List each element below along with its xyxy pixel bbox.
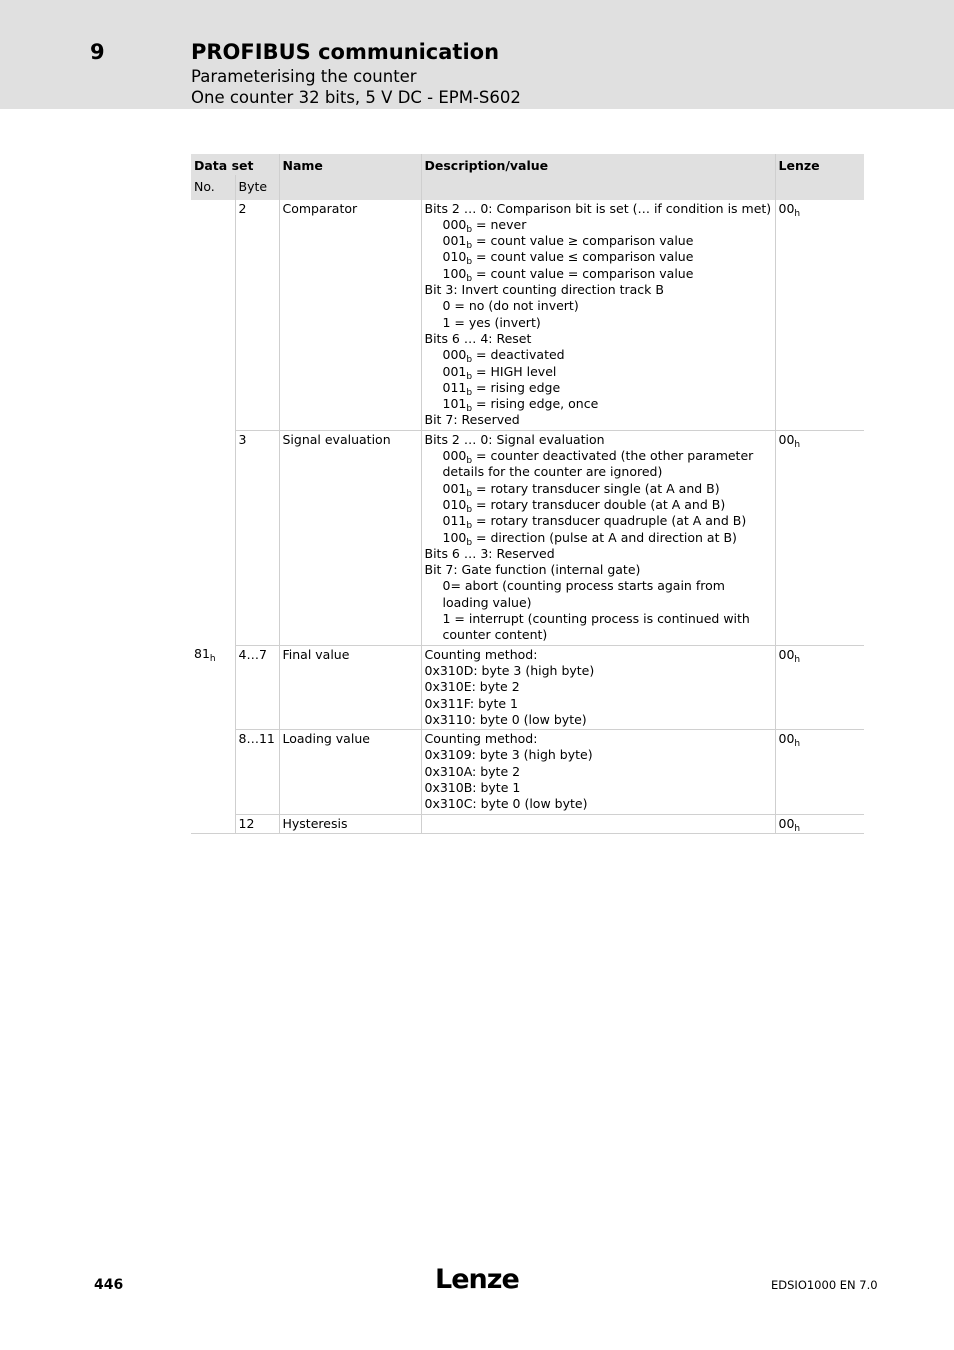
parameter-table [191,154,864,834]
chapter-number: 9 [90,40,105,64]
cell-no [191,730,235,814]
description-line: 0x310A: byte 2 [424,763,521,779]
cell-byte: 4…7 [235,645,279,729]
table-row [191,200,864,431]
cell-lenze-default: $00_h$ [775,645,864,729]
description-line: $010_b$ = count value ≤ comparison value [442,249,694,268]
description-line: $101_b = rising$ edge, once [442,396,599,415]
col-header-name: Name [279,154,421,200]
description-line: Counting method: [424,731,538,747]
description-line: 0x310C: byte 0 (low byte) [424,796,588,812]
cell-no [191,430,235,645]
description-line: $000_b$ = deactivated [442,347,565,366]
cell-lenze-default: $00_h$ [775,430,864,645]
lenze-logo: Lenze [435,1264,519,1295]
description-line: Bits 2 … 0: Comparison bit is set (… if condition is met) [424,200,772,216]
col-header-byte: Byte [235,175,279,199]
description-line: Bit 7: Reserved [424,412,520,428]
cell-byte: 12 [235,814,279,833]
page-header [0,0,954,109]
col-header-description: Description/value [421,154,775,200]
description-line: $010_b$ = rotary transducer double (at A and B) [442,496,726,515]
description-line: 1 = yes (invert) [442,314,541,330]
cell-lenze-default: $00_h$ [775,814,864,833]
col-header-lenze: Lenze [775,154,864,200]
description-line: Counting method: [424,646,538,662]
description-line: Bit 3: Invert counting direction track B [424,282,664,298]
cell-no [191,645,235,729]
table-row [191,730,864,814]
cell-no [191,200,235,431]
table-row [191,430,864,645]
col-header-data-set: Data set [191,154,279,175]
description-line: Bits 2 … 0: Signal evaluation [424,431,605,447]
cell-name: Hysteresis [279,814,421,833]
description-line: 0x3109: byte 3 (high byte) [424,747,593,763]
description-line: Bits 6 … 3: Reserved [424,545,555,561]
cell-no [191,814,235,833]
section-subtitle: Parameterising the counter [191,67,417,86]
cell-description [421,200,775,431]
cell-description [421,645,775,729]
description-line: Bit 7: Gate function (internal gate) [424,562,641,578]
cell-name: Final value [279,645,421,729]
description-line: 1 = interrupt (counting process is continued with counter content) [442,611,750,643]
cell-lenze-default: $00_h$ [775,730,864,814]
description-line: $001_b$ = count value ≥ comparison value [442,233,694,252]
table-header-row [191,154,864,175]
document-id: EDSIO1000 EN 7.0 [771,1278,878,1292]
description-line: $001_b$ = HIGH level [442,363,557,382]
description-line: 0x311F: byte 1 [424,695,518,711]
description-line: 0 = no (do not invert) [442,298,579,314]
description-line: $000_b$ = never [442,216,527,235]
description-line: $100_b$ = count value = comparison value [442,265,694,284]
chapter-title: PROFIBUS communication [191,40,500,64]
cell-byte: 8…11 [235,730,279,814]
page-number: 446 [94,1277,124,1293]
cell-description [421,730,775,814]
cell-byte: 2 [235,200,279,431]
col-header-no: No. [191,175,235,199]
description-line: $011_b$ = rotary transducer quadruple (at A and B) [442,513,747,532]
cell-description [421,430,775,645]
description-line: 0x310D: byte 3 (high byte) [424,662,595,678]
description-line: $011_b = rising$ edge [442,379,561,398]
description-line: $001_b$ = rotary transducer single (at A and B) [442,480,720,499]
subsection-subtitle: One counter 32 bits, 5 V DC - EPM-S602 [191,88,521,107]
cell-description [421,814,775,833]
description-line: $100_b$ = direction (pulse at A and direction at B) [442,529,737,548]
description-line: 0x310E: byte 2 [424,679,520,695]
description-line: 0x3110: byte 0 (low byte) [424,711,587,727]
cell-name: Comparator [279,200,421,431]
cell-lenze-default: $00_h$ [775,200,864,431]
data-set-number: 81 [194,646,210,662]
table-body [191,200,864,834]
cell-name: Signal evaluation [279,430,421,645]
table-row [191,814,864,833]
hex-suffix: h [209,654,216,665]
description-line: Bits 6 … 4: Reset [424,330,532,346]
description-line: 0x310B: byte 1 [424,779,521,795]
cell-byte: 3 [235,430,279,645]
description-line: 0= abort (counting process starts again from loading value) [442,578,725,610]
table-row [191,645,864,729]
description-line: $000_b$ = counter deactivated (the other parameter details for the counter are ignored) [442,448,754,480]
cell-name: Loading value [279,730,421,814]
